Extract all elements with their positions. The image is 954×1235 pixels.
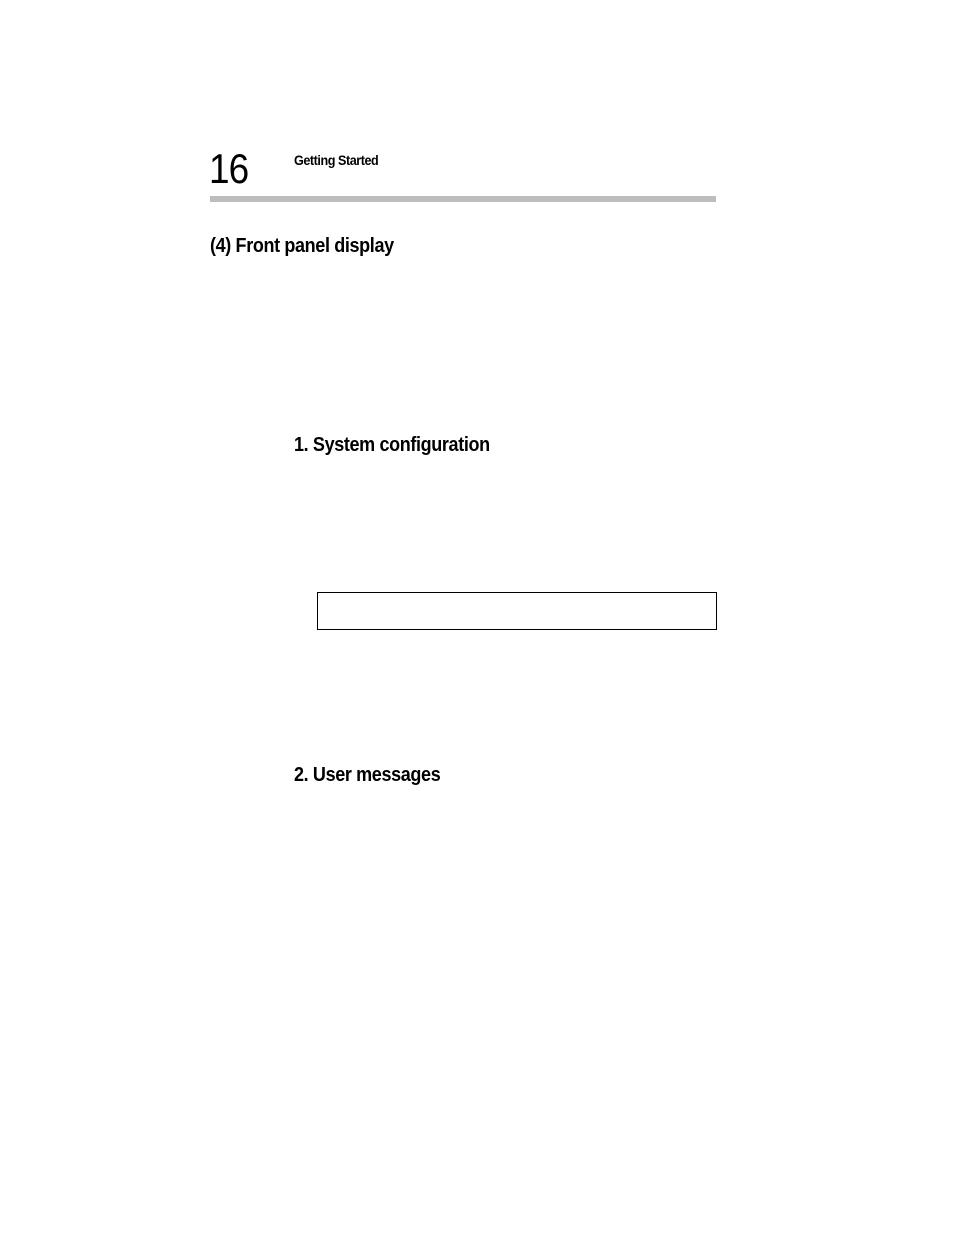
front-panel-display-box xyxy=(317,592,717,630)
page-number: 16 xyxy=(209,145,249,192)
section-heading: (4) Front panel display xyxy=(210,235,394,257)
header-rule xyxy=(210,196,716,202)
subsection-heading-system-configuration: 1. System configuration xyxy=(294,434,490,456)
subsection-heading-user-messages: 2. User messages xyxy=(294,764,441,786)
running-header: Getting Started xyxy=(294,152,379,168)
